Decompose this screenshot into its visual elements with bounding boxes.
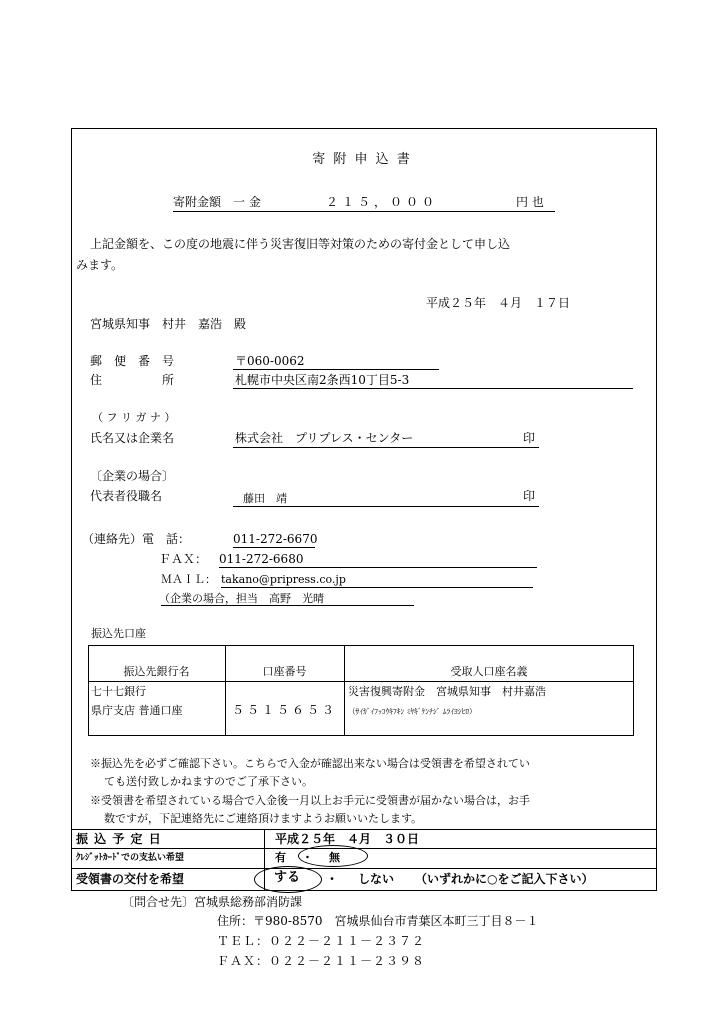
contact-tel: 011-272-6670 bbox=[233, 532, 318, 546]
receipt-no: しない bbox=[358, 872, 395, 886]
amount-value: ２１５，０００ bbox=[326, 195, 439, 209]
address-underline bbox=[233, 388, 633, 389]
address-label: 住 所 bbox=[90, 373, 175, 387]
bank-branch: 県庁支店 普通口座 bbox=[91, 704, 183, 717]
account-header-bank: 振込先銀行名 bbox=[123, 665, 190, 678]
inquiry-fax: ＦＡＸ：０２２－２１１－２３９８ bbox=[217, 954, 426, 968]
bank-name: 七十七銀行 bbox=[91, 685, 146, 698]
tel-underline bbox=[233, 547, 315, 548]
amount-label: 寄附金額 一 金 bbox=[173, 195, 261, 209]
note-2b: 数ですが，下記連絡先にご連絡頂けますようお願いいたします。 bbox=[104, 812, 423, 825]
address-value: 札幌市中央区南2条西10丁目5-3 bbox=[235, 373, 410, 387]
inquiry-label: 〔問合せ先〕宮城県総務部消防課 bbox=[122, 895, 303, 909]
inquiry-tel: ＴＥＬ：０２２－２１１－２３７２ bbox=[217, 934, 426, 948]
person-underline bbox=[161, 605, 414, 606]
intro-line1: 上記金額を、この度の地震に伴う災害復旧等対策のための寄付金として申し込 bbox=[90, 237, 511, 251]
rep-value: 藤田 靖 bbox=[243, 492, 287, 505]
receipt-label: 受領書の交付を希望 bbox=[76, 872, 185, 886]
circle-mark-yes bbox=[254, 866, 322, 893]
contact-fax-label: ＦＡＸ： bbox=[159, 552, 208, 566]
contact-tel-label: （連絡先）電 話： bbox=[82, 532, 191, 546]
application-date: 平成２５年 ４月 １７日 bbox=[426, 296, 571, 310]
furigana-label: （ フ リ ガ ナ ） bbox=[92, 411, 176, 424]
mail-underline bbox=[221, 587, 533, 588]
contact-fax: 011-272-6680 bbox=[219, 552, 304, 566]
amount-unit: 円 也 bbox=[516, 195, 544, 209]
contact-person: （企業の場合，担当 高野 光晴 bbox=[159, 592, 324, 605]
fax-underline bbox=[219, 567, 537, 568]
account-holder-kana: （ｻｲｶﾞｲﾌｯｺｳｷﾌｷﾝ ﾐﾔｷﾞｹﾝﾁｼﾞ ﾑﾗｲﾖｼﾋﾛ） bbox=[348, 707, 477, 716]
contact-mail: takano@pripress.co.jp bbox=[221, 573, 346, 586]
account-heading: 振込先口座 bbox=[91, 627, 146, 640]
account-number: ５５１５６５３ bbox=[231, 703, 337, 717]
addressee: 宮城県知事 村井 嘉浩 殿 bbox=[90, 317, 247, 331]
name-label: 氏名又は企業名 bbox=[90, 431, 175, 445]
circle-mark-no bbox=[298, 845, 368, 867]
account-header-holder: 受取人口座名義 bbox=[450, 665, 528, 678]
receipt-yes: する bbox=[274, 870, 301, 885]
receipt-note: （いずれかに○をご記入下さい） bbox=[415, 872, 594, 886]
note-1a: ※振込先を必ずご確認下さい。こちらで入金が確認出来ない場合は受領書を希望されてい bbox=[90, 757, 530, 770]
intro-line2: みます。 bbox=[76, 258, 124, 272]
note-1b: ても送付致しかねますのでご了承下さい。 bbox=[104, 775, 313, 788]
name-value: 株式会社 プリプレス・センター bbox=[235, 431, 414, 445]
postal-label: 郵 便 番 号 bbox=[90, 354, 175, 368]
corp-note: 〔企業の場合〕 bbox=[90, 469, 175, 483]
credit-card-no: 無 bbox=[329, 851, 340, 864]
transfer-date-value: 平成２５年 ４月 ３０日 bbox=[275, 832, 420, 846]
postal-value: 〒060-0062 bbox=[235, 354, 305, 368]
credit-card-label: ｸﾚｼﾞｯﾄｶｰﾄﾞでの支払い希望 bbox=[76, 853, 185, 863]
rep-label: 代表者役職名 bbox=[90, 489, 163, 503]
seal-mark-1: 印 bbox=[523, 431, 536, 445]
seal-mark-2: 印 bbox=[523, 489, 536, 503]
postal-underline bbox=[233, 369, 439, 370]
note-2a: ※受領書を希望されている場合で入金後一月以上お手元に受領書が届かない場合は，お手 bbox=[90, 794, 530, 807]
amount-underline bbox=[173, 211, 555, 212]
credit-card-yes: 有 bbox=[275, 851, 286, 864]
receipt-dot: ・ bbox=[326, 872, 339, 886]
contact-mail-label: ＭＡＩＬ： bbox=[161, 573, 216, 586]
form-title: 寄 附 申 込 書 bbox=[312, 152, 412, 167]
name-underline bbox=[233, 447, 539, 448]
account-header-number: 口座番号 bbox=[262, 665, 307, 678]
rep-underline bbox=[233, 506, 539, 507]
transfer-date-label: 振 込 予 定 日 bbox=[76, 832, 162, 846]
account-holder: 災害復興寄附金 宮城県知事 村井嘉浩 bbox=[348, 685, 546, 698]
inquiry-address: 住所：〒980-8570 宮城県仙台市青葉区本町三丁目８－１ bbox=[217, 914, 539, 928]
credit-card-dot: ・ bbox=[302, 851, 313, 864]
